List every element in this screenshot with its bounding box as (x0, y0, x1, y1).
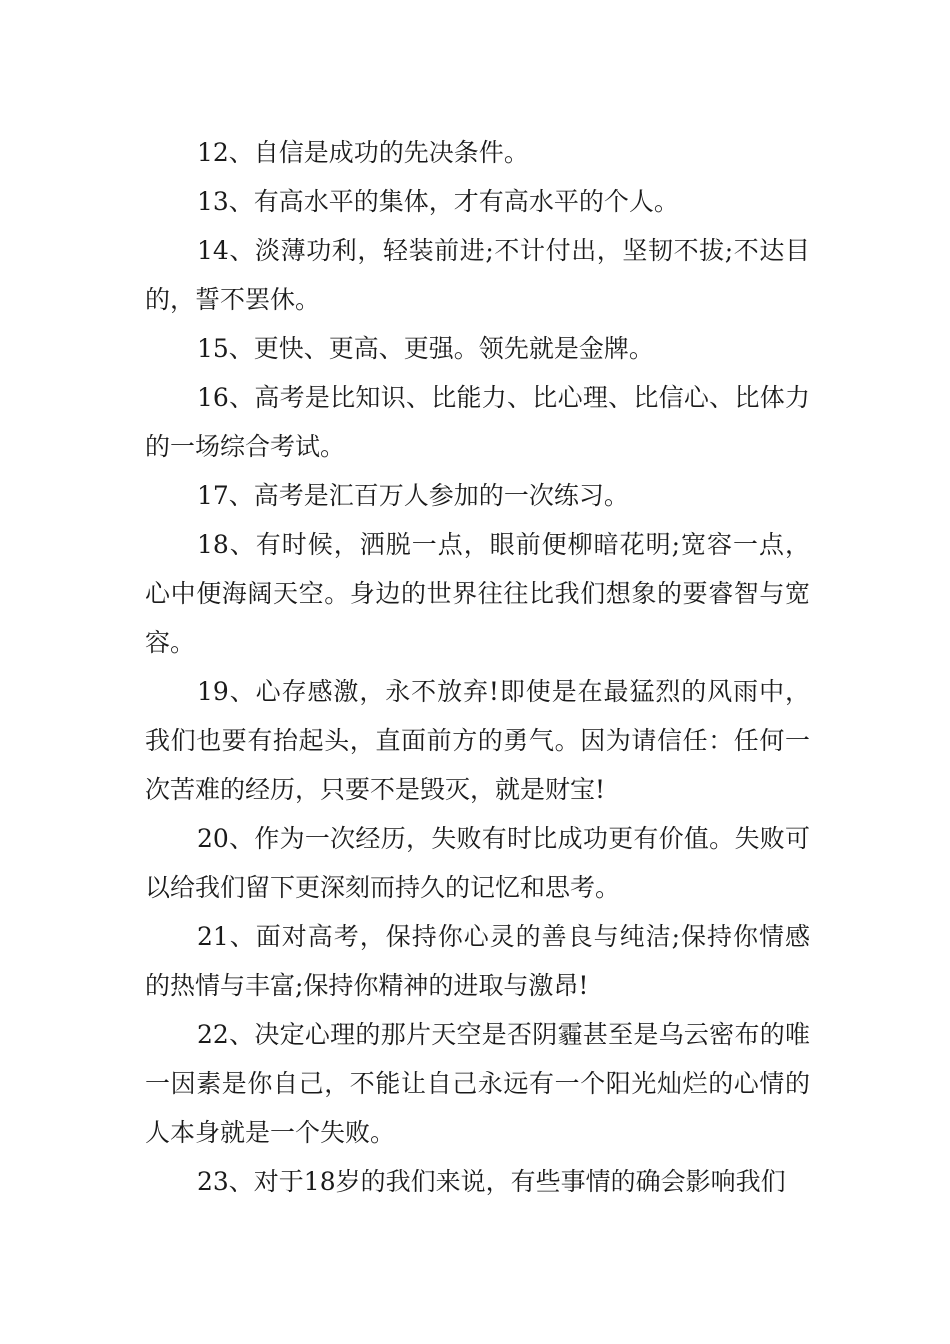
quote-paragraph-19: 19、心存感激，永不放弃!即使是在最猛烈的风雨中，我们也要有抬起头，直面前方的勇气。因为请信任：任何一次苦难的经历，只要不是毁灭，就是财宝! (145, 677, 810, 804)
quote-paragraph-12: 12、自信是成功的先决条件。 (197, 138, 529, 167)
quote-paragraph-15: 15、更快、更高、更强。领先就是金牌。 (197, 334, 654, 363)
quote-paragraph-22: 22、决定心理的那片天空是否阴霾甚至是乌云密布的唯一因素是你自己，不能让自己永远有一个阳光灿烂的心情的人本身就是一个失败。 (145, 1020, 810, 1147)
quote-paragraph-17: 17、高考是汇百万人参加的一次练习。 (197, 481, 629, 510)
document-body (145, 128, 810, 1206)
quote-paragraph-23: 23、对于18岁的我们来说，有些事情的确会影响我们 (197, 1167, 786, 1196)
quote-paragraph-16: 16、高考是比知识、比能力、比心理、比信心、比体力的一场综合考试。 (145, 383, 810, 461)
quote-paragraph-18: 18、有时候，洒脱一点，眼前便柳暗花明;宽容一点，心中便海阔天空。身边的世界往往比我们想象的要睿智与宽容。 (145, 530, 810, 657)
quote-paragraph-13: 13、有高水平的集体，才有高水平的个人。 (197, 187, 679, 216)
quote-paragraph-21: 21、面对高考，保持你心灵的善良与纯洁;保持你情感的热情与丰富;保持你精神的进取与激昂! (145, 922, 810, 1000)
quote-paragraph-20: 20、作为一次经历，失败有时比成功更有价值。失败可以给我们留下更深刻而持久的记忆和思考。 (145, 824, 810, 902)
quote-paragraph-14: 14、淡薄功利，轻装前进;不计付出，坚韧不拔;不达目的，誓不罢休。 (145, 236, 810, 314)
